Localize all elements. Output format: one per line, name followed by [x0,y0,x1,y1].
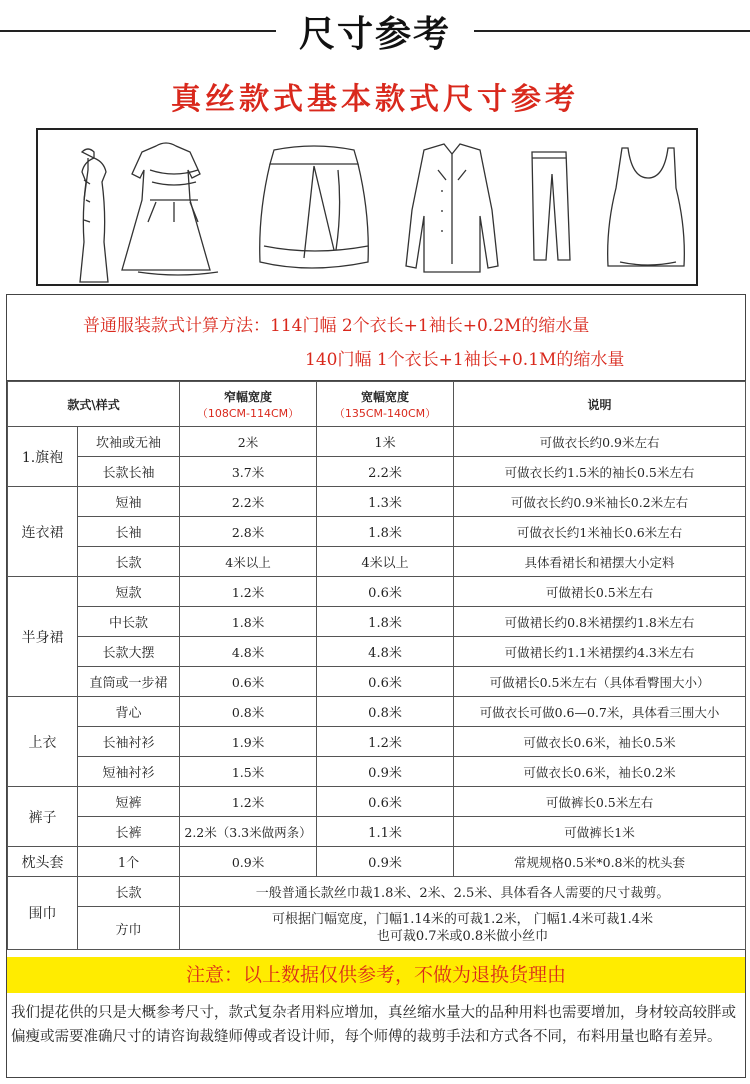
wide-cell: 0.9米 [317,757,454,787]
note-cell: 可做裙长约0.8米裙摆约1.8米左右 [454,607,746,637]
item-cell: 长款长袖 [78,457,180,487]
item-cell: 长款 [78,547,180,577]
table-row [8,787,746,817]
narrow-cell: 4米以上 [180,547,317,577]
wide-cell: 0.6米 [317,667,454,697]
item-cell: 短裤 [78,787,180,817]
formula-box [7,295,745,381]
notice-banner: 注意：以上数据仅供参考，不做为退换货理由 [7,957,745,993]
item-cell: 中长款 [78,607,180,637]
wide-cell: 1.8米 [317,607,454,637]
note-cell: 一般普通长款丝巾裁1.8米、2米、2.5米、具体看各人需要的尺寸裁剪。 [180,877,746,907]
table-row [8,757,746,787]
note-cell: 可做衣长约0.9米袖长0.2米左右 [454,487,746,517]
category-cell: 枕头套 [8,847,78,877]
item-cell: 长袖衬衫 [78,727,180,757]
narrow-cell: 0.6米 [180,667,317,697]
category-cell: 围巾 [8,877,78,950]
narrow-cell: 0.8米 [180,697,317,727]
note-cell: 可做衣长0.6米，袖长0.5米 [454,727,746,757]
narrow-cell: 3.7米 [180,457,317,487]
item-cell: 坎袖或无袖 [78,427,180,457]
table-row [8,487,746,517]
item-cell: 背心 [78,697,180,727]
item-cell: 方巾 [78,907,180,950]
note-cell: 具体看裙长和裙摆大小定料 [454,547,746,577]
page-subtitle: 真丝款式基本款式尺寸参考 [171,82,579,117]
note-cell: 可做裙长0.5米左右（具体看臀围大小） [454,667,746,697]
qipao-icon [80,149,108,282]
note-cell: 可根据门幅宽度，门幅1.14米的可裁1.2米， 门幅1.4米可裁1.4米 也可裁0.7米或0.8米做小丝巾 [180,907,746,950]
header-style: 款式\样式 [8,382,180,427]
item-cell: 长款 [78,877,180,907]
garment-illustrations [36,128,698,286]
table-row [8,517,746,547]
narrow-cell: 2.2米（3.3米做两条） [180,817,317,847]
table-row [8,697,746,727]
table-row [8,907,746,950]
table-row [8,607,746,637]
note-cell: 可做衣长0.6米，袖长0.2米 [454,757,746,787]
size-table [7,381,746,950]
header-narrow: 窄幅宽度 （108CM-114CM） [180,382,317,427]
item-cell: 长袖 [78,517,180,547]
note-cell: 可做衣长约1.5米的袖长0.5米左右 [454,457,746,487]
size-panel [6,294,746,1078]
table-row [8,457,746,487]
table-row [8,817,746,847]
wide-cell: 4米以上 [317,547,454,577]
narrow-cell: 4.8米 [180,637,317,667]
page-title: 尺寸参考 [298,14,451,55]
category-cell: 半身裙 [8,577,78,697]
note-cell: 可做裙长0.5米左右 [454,577,746,607]
pants-icon [532,152,570,260]
header [0,0,750,62]
category-cell: 裤子 [8,787,78,847]
narrow-cell: 2米 [180,427,317,457]
table-row [8,547,746,577]
table-row [8,727,746,757]
narrow-cell: 0.9米 [180,847,317,877]
item-cell: 短袖衬衫 [78,757,180,787]
header-note: 说明 [454,382,746,427]
wide-cell: 1.8米 [317,517,454,547]
narrow-cell: 1.5米 [180,757,317,787]
skirt-icon [260,146,369,268]
item-cell: 短款 [78,577,180,607]
narrow-cell: 1.9米 [180,727,317,757]
wide-cell: 1.1米 [317,817,454,847]
table-row [8,577,746,607]
table-row [8,877,746,907]
wide-cell: 1.2米 [317,727,454,757]
tank-top-icon [608,148,685,266]
narrow-cell: 2.2米 [180,487,317,517]
narrow-cell: 1.2米 [180,577,317,607]
note-cell: 可做裤长0.5米左右 [454,787,746,817]
table-row [8,667,746,697]
dress-icon [122,143,218,275]
table-row [8,847,746,877]
wide-cell: 0.6米 [317,577,454,607]
item-cell: 1个 [78,847,180,877]
wide-cell: 1.3米 [317,487,454,517]
note-cell: 可做裤长1米 [454,817,746,847]
formula-line-2: 140门幅 1个衣长+1袖长+0.1M的缩水量 [305,350,625,370]
narrow-cell: 1.2米 [180,787,317,817]
wide-cell: 4.8米 [317,637,454,667]
shirt-icon [406,144,498,272]
wide-cell: 1米 [317,427,454,457]
note-cell: 可做裙长约1.1米裙摆约4.3米左右 [454,637,746,667]
item-cell: 短袖 [78,487,180,517]
item-cell: 长裤 [78,817,180,847]
table-header-row [8,382,746,427]
note-cell: 常规规格0.5米*0.8米的枕头套 [454,847,746,877]
item-cell: 长款大摆 [78,637,180,667]
category-cell: 上衣 [8,697,78,787]
note-cell: 可做衣长约1米袖长0.6米左右 [454,517,746,547]
formula-line-1: 普通服装款式计算方法：114门幅 2个衣长+1袖长+0.2M的缩水量 [83,316,590,336]
note-cell: 可做衣长可做0.6—0.7米，具体看三围大小 [454,697,746,727]
wide-cell: 0.8米 [317,697,454,727]
category-cell: 1.旗袍 [8,427,78,487]
narrow-cell: 2.8米 [180,517,317,547]
footnote: 我们提花供的只是大概参考尺寸，款式复杂者用料应增加，真丝缩水量大的品种用料也需要增加，身材较高较胖或偏瘦或需要准确尺寸的请咨询裁缝师傅或者设计师，每个师傅的裁剪手法和方式各不同，布料用量也略有差异。 [11,1005,736,1045]
table-row [8,427,746,457]
category-cell: 连衣裙 [8,487,78,577]
narrow-cell: 1.8米 [180,607,317,637]
item-cell: 直筒或一步裙 [78,667,180,697]
wide-cell: 0.6米 [317,787,454,817]
table-row [8,637,746,667]
wide-cell: 2.2米 [317,457,454,487]
wide-cell: 0.9米 [317,847,454,877]
note-cell: 可做衣长约0.9米左右 [454,427,746,457]
header-wide: 宽幅宽度 （135CM-140CM） [317,382,454,427]
